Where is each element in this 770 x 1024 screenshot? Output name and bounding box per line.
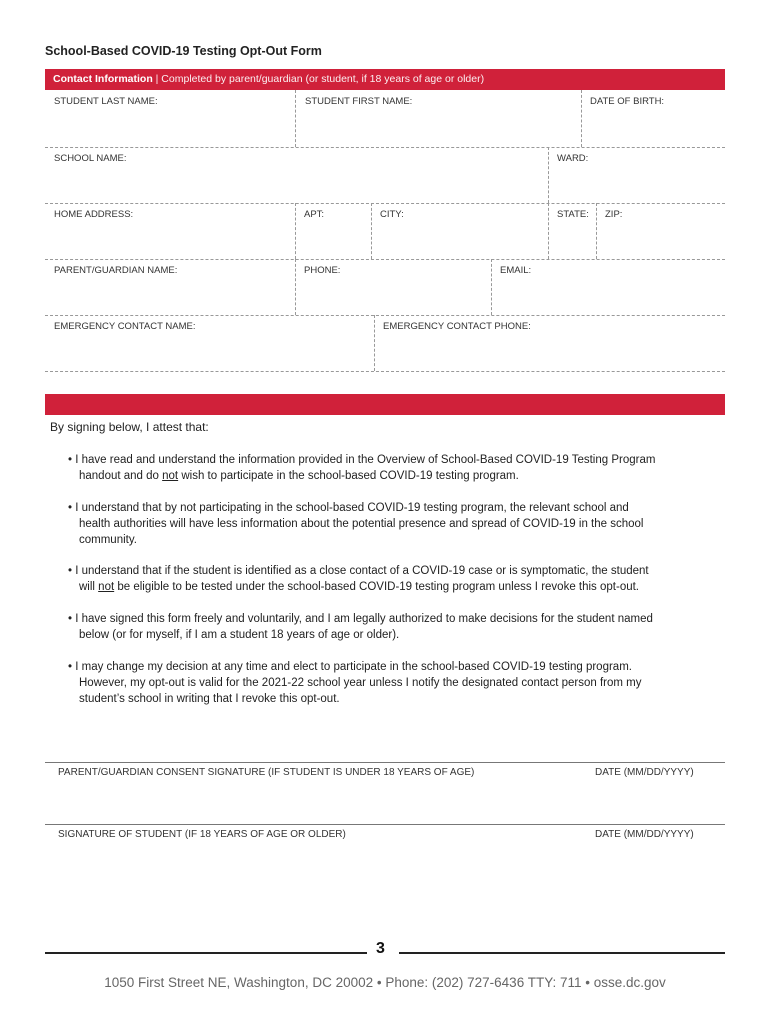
divider [295,90,296,147]
ward-field[interactable] [548,147,725,203]
bullet-text: student’s school in writing that I revoke this opt-out. [79,693,340,705]
parent-guardian-name-field[interactable] [45,259,295,315]
divider [548,147,549,203]
attestation-intro: By signing below, I attest that: [50,420,209,434]
bullet-text: However, my opt-out is valid for the 2021-22 school year unless I notify the designated contact person from my [79,677,642,689]
student-last-name-label: STUDENT LAST NAME: [54,96,158,107]
bullet-text: • I have signed this form freely and voluntarily, and I am legally authorized to make decisions for the student named [68,613,653,625]
bullet-text-part: handout and do [79,470,163,482]
bullet-text: below (or for myself, if I am a student 18 years of age or older). [79,629,400,641]
divider [374,315,375,371]
emergency-contact-phone-label: EMERGENCY CONTACT PHONE: [383,321,531,332]
attestation-bullet [68,563,728,595]
bullet-text [68,579,728,595]
attestation-bullet [68,500,728,548]
parent-signature-label: PARENT/GUARDIAN CONSENT SIGNATURE (IF STUDENT IS UNDER 18 YEARS OF AGE) [58,767,475,778]
section-divider-bar [45,394,725,415]
date-of-birth-field[interactable] [581,90,725,147]
divider [581,90,582,147]
bullet-text: • I understand that if the student is identified as a close contact of a COVID-19 case or is symptomatic, the student [68,565,649,577]
home-address-label: HOME ADDRESS: [54,209,134,220]
student-signature-line[interactable] [45,824,725,825]
school-name-label: SCHOOL NAME: [54,153,127,164]
divider [371,203,372,259]
footer-rule-left [45,952,367,954]
city-field[interactable] [371,203,548,259]
parent-date-label: DATE (MM/DD/YYYY) [595,767,694,778]
bullet-text: • I may change my decision at any time and elect to participate in the school-based COVID-19 testing program. [68,661,632,673]
apt-field[interactable] [295,203,371,259]
bullet-text: health authorities will have less information about the potential presence and spread of COVID-19 in the school [79,518,644,530]
attestation-bullet [68,611,728,643]
date-of-birth-label: DATE OF BIRTH: [590,96,665,107]
state-field[interactable] [548,203,596,259]
divider [45,371,725,372]
bullet-text-part: will [79,581,99,593]
bullet-text: • I have read and understand the information provided in the Overview of School-Based COVID-19 Testing Program [68,454,656,466]
underlined-word: not [162,470,179,482]
divider [548,203,549,259]
attestation-bullet [68,659,728,707]
bullet-text [68,468,728,484]
ward-label: WARD: [557,153,589,164]
parent-signature-line[interactable] [45,762,725,763]
email-field[interactable] [491,259,725,315]
student-date-label: DATE (MM/DD/YYYY) [595,829,694,840]
student-signature-label: SIGNATURE OF STUDENT (IF 18 YEARS OF AGE OR OLDER) [58,829,346,840]
bullet-text-part: wish to participate in the school-based COVID-19 testing program. [178,470,519,482]
divider [295,203,296,259]
footer-rule-right [399,952,725,954]
phone-field[interactable] [295,259,491,315]
state-label: STATE: [557,209,589,220]
emergency-contact-name-field[interactable] [45,315,374,371]
attestation-bullet [68,452,728,484]
apt-label: APT: [304,209,325,220]
bullet-text-part: be eligible to be tested under the school-based COVID-19 testing program unless I revoke this opt-out. [114,581,639,593]
emergency-contact-phone-field[interactable] [374,315,725,371]
divider [295,259,296,315]
contact-info-header [45,69,725,90]
city-label: CITY: [380,209,404,220]
bullet-text: community. [79,534,137,546]
student-last-name-field[interactable] [45,90,295,147]
divider [596,203,597,259]
page-number: 3 [376,940,385,957]
phone-label: PHONE: [304,265,341,276]
student-first-name-label: STUDENT FIRST NAME: [305,96,413,107]
email-label: EMAIL: [500,265,532,276]
student-first-name-field[interactable] [296,90,581,147]
parent-guardian-name-label: PARENT/GUARDIAN NAME: [54,265,178,276]
emergency-contact-name-label: EMERGENCY CONTACT NAME: [54,321,196,332]
zip-field[interactable] [596,203,725,259]
form-title: School-Based COVID-19 Testing Opt-Out Form [45,44,322,58]
header-bold-label: Contact Information [53,73,153,85]
home-address-field[interactable] [45,203,295,259]
divider [491,259,492,315]
zip-label: ZIP: [605,209,623,220]
underlined-word: not [98,581,115,593]
footer-contact: 1050 First Street NE, Washington, DC 20002 • Phone: (202) 727-6436 TTY: 711 • osse.dc.gov [104,975,666,990]
bullet-text: • I understand that by not participating in the school-based COVID-19 testing program, the relevant school and [68,502,629,514]
header-instructions: | Completed by parent/guardian (or student, if 18 years of age or older) [152,73,485,85]
school-name-field[interactable] [45,147,548,203]
